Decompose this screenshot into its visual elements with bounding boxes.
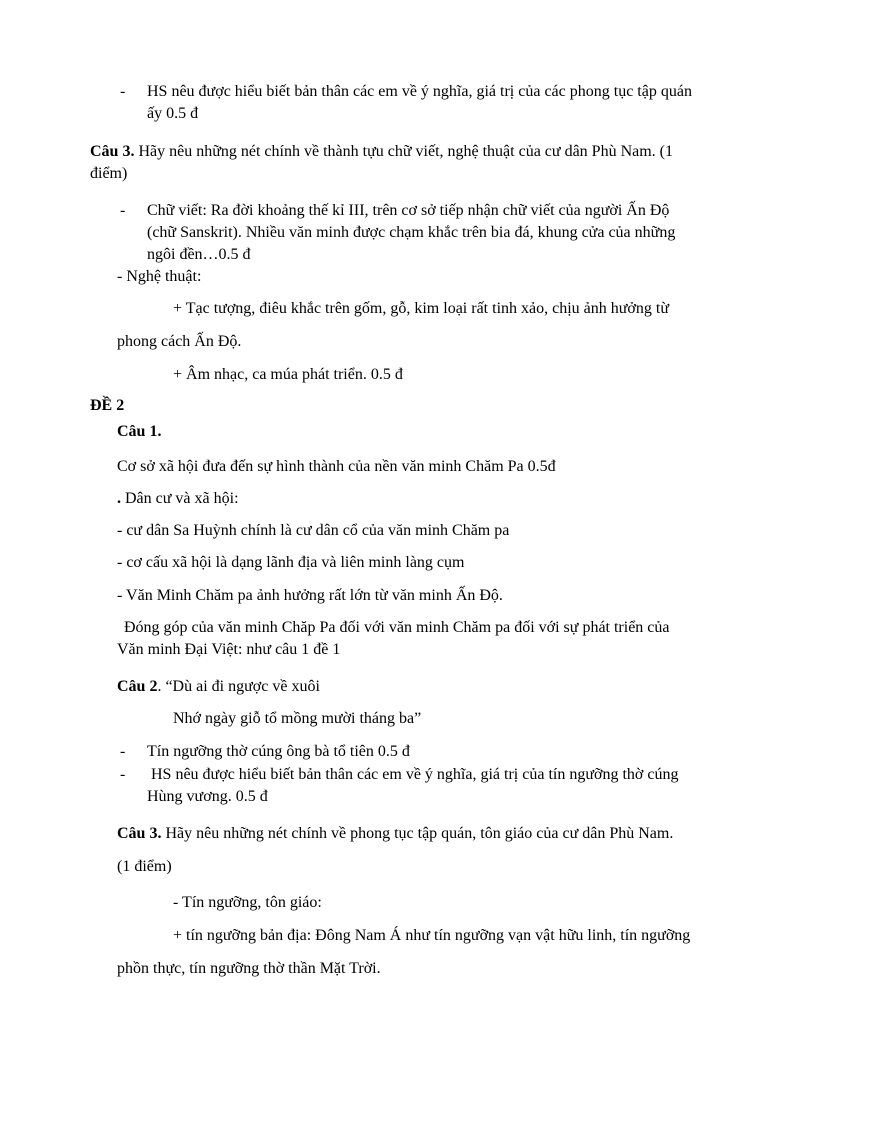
paragraph-line: Văn minh Đại Việt: như câu 1 đề 1 [117, 641, 341, 658]
paragraph-line: + Tạc tượng, điêu khắc trên gốm, gỗ, kim loại rất tinh xảo, chịu ảnh hưởng từ [173, 300, 670, 317]
paragraph-line: + tín ngưỡng bản địa: Đông Nam Á như tín ngưỡng vạn vật hữu linh, tín ngưỡng [173, 927, 691, 944]
list-dash: - [120, 766, 126, 783]
paragraph-line: HS nêu được hiểu biết bản thân các em về ý nghĩa, giá trị của các phong tục tập quán [147, 83, 692, 100]
paragraph-line: Tín ngưỡng thờ cúng ông bà tổ tiên 0.5 đ [147, 743, 410, 760]
question-line: điểm) [90, 165, 128, 182]
list-item: - cơ cấu xã hội là dạng lãnh địa và liên minh làng cụm [117, 554, 465, 571]
list-dash: - [120, 743, 126, 760]
question-line [117, 677, 320, 697]
section-heading: - Tín ngưỡng, tôn giáo: [173, 894, 322, 911]
paragraph-line: Đóng góp của văn minh Chăp Pa đối với văn minh Chăm pa đối với sự phát triển của [124, 619, 670, 636]
question-text: Hãy nêu những nét chính về phong tục tập quán, tôn giáo của cư dân Phù Nam. [161, 825, 674, 842]
section-heading: - Nghệ thuật: [117, 268, 202, 285]
question-line [90, 142, 673, 162]
paragraph-line: Hùng vương. 0.5 đ [147, 788, 268, 805]
paragraph-line: (1 điểm) [117, 858, 172, 875]
question-text: . “Dù ai đi ngược về xuôi [157, 678, 320, 695]
paragraph-line: + Âm nhạc, ca múa phát triển. 0.5 đ [173, 366, 403, 383]
question-line [117, 824, 673, 844]
exam-heading: ĐỀ 2 [90, 397, 125, 414]
paragraph-line: phồn thực, tín ngưỡng thờ thần Mặt Trời. [117, 960, 381, 977]
section-heading: . Dân cư và xã hội: [117, 490, 239, 507]
question-label: Câu 3. [90, 143, 135, 160]
paragraph-line: Chữ viết: Ra đời khoảng thế kỉ III, trên cơ sở tiếp nhận chữ viết của người Ấn Độ [147, 202, 670, 219]
paragraph-line: (chữ Sanskrit). Nhiều văn minh được chạm khắc trên bia đá, khung cửa của những [147, 224, 676, 241]
list-dash: - [120, 202, 126, 219]
list-item: - cư dân Sa Huỳnh chính là cư dân cổ của văn minh Chăm pa [117, 522, 510, 539]
paragraph-line: ấy 0.5 đ [147, 105, 199, 122]
paragraph-line: Nhớ ngày giỗ tổ mồng mười tháng ba” [173, 710, 422, 727]
paragraph-line: ngôi đền…0.5 đ [147, 246, 251, 263]
question-text: Hãy nêu những nét chính về thành tựu chữ viết, nghệ thuật của cư dân Phù Nam. (1 [134, 143, 674, 160]
paragraph-line: HS nêu được hiểu biết bản thân các em về ý nghĩa, giá trị của tín ngưỡng thờ cúng [151, 766, 679, 783]
question-label: Câu 1. [117, 423, 162, 440]
list-dash: - [120, 83, 126, 100]
paragraph-line: Cơ sở xã hội đưa đến sự hình thành của nền văn minh Chăm Pa 0.5đ [117, 458, 556, 475]
paragraph-line: phong cách Ấn Độ. [117, 333, 242, 350]
list-item: - Văn Minh Chăm pa ảnh hưởng rất lớn từ văn minh Ấn Độ. [117, 587, 503, 604]
question-label: Câu 3. [117, 825, 162, 842]
question-label: Câu 2 [117, 678, 158, 695]
